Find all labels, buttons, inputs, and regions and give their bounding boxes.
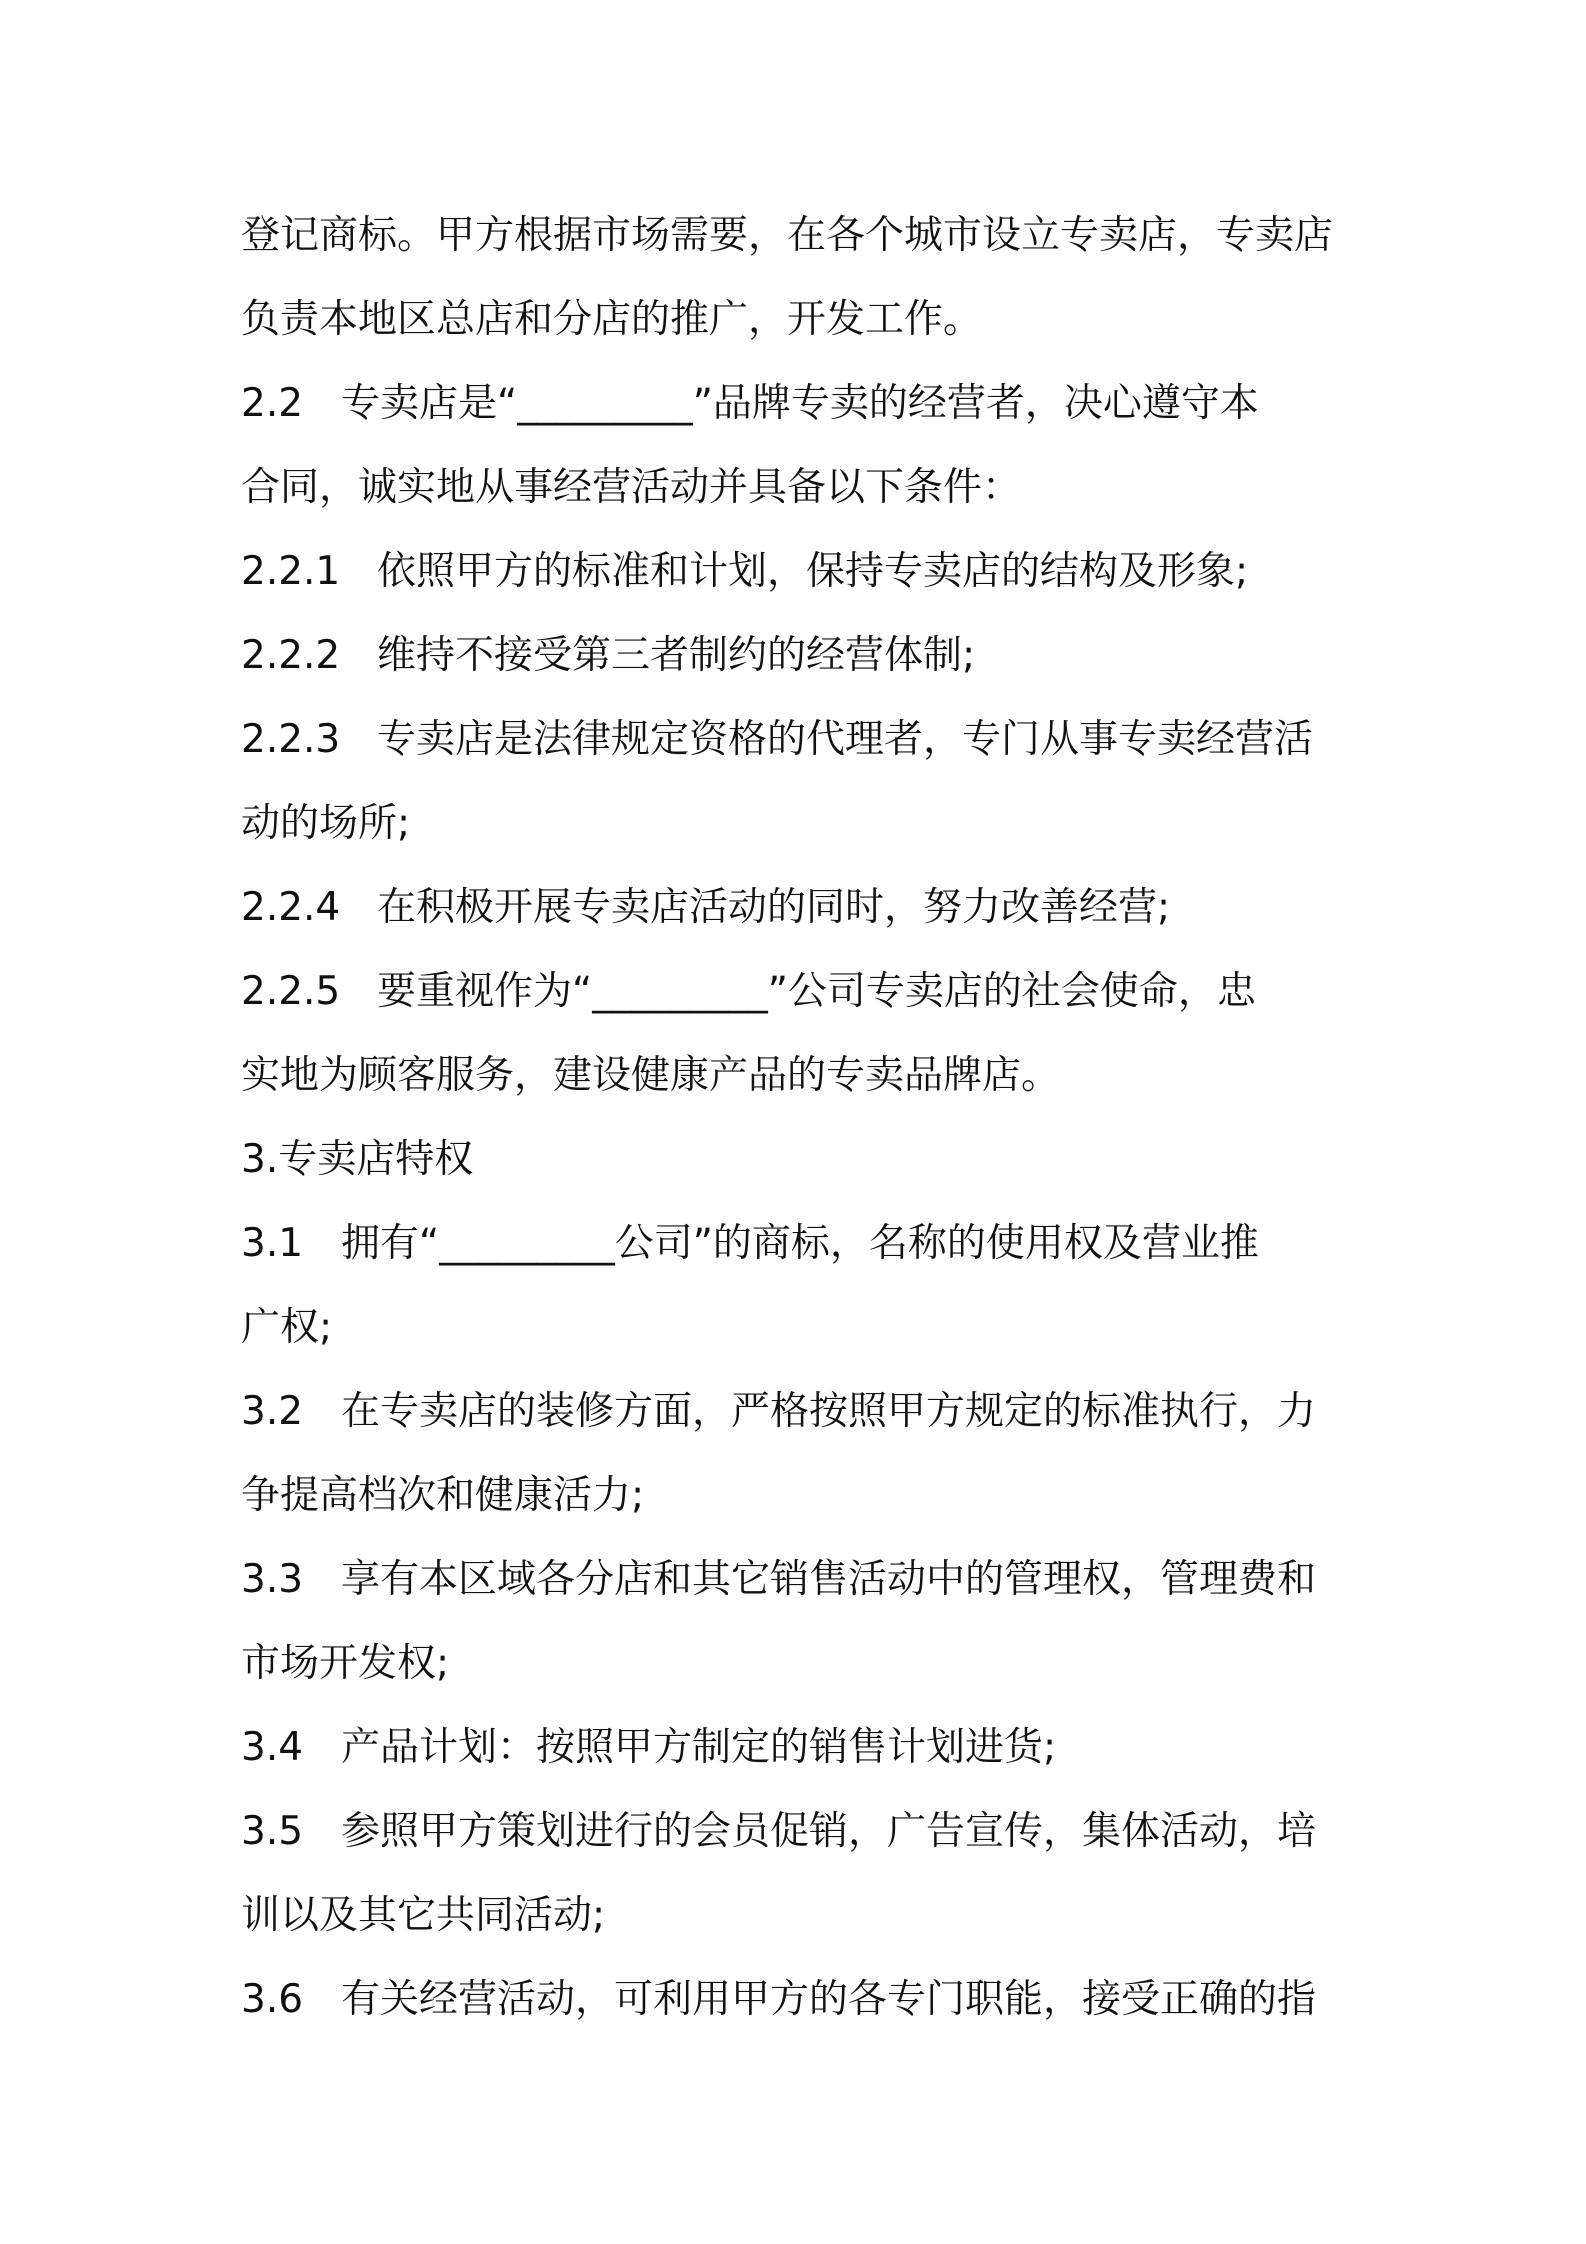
clause-number: 2.2.3 (241, 717, 341, 762)
clause-number: 3.6 (241, 1977, 304, 2022)
line-text: 维持不接受第三者制约的经营体制; (377, 633, 976, 678)
line-text: 有关经营活动，可利用甲方的各专门职能，接受正确的指 (341, 1977, 1317, 2022)
clause-number: 2.2.5 (241, 969, 341, 1014)
clause-line (241, 362, 1361, 446)
clause-number: 2.2.4 (241, 885, 341, 930)
clause-line (241, 1202, 1361, 1286)
clause-line (241, 1790, 1361, 1874)
clause-number: 3.3 (241, 1557, 304, 1602)
text-line (241, 1034, 1361, 1118)
line-text: 拥有“_________公司”的商标，名称的使用权及营业推 (341, 1221, 1259, 1266)
line-text: 争提高档次和健康活力; (241, 1473, 645, 1518)
clause-number: 3.4 (241, 1725, 304, 1770)
clause-line (241, 530, 1361, 614)
text-line (241, 446, 1361, 530)
line-text: 专卖店是法律规定资格的代理者，专门从事专卖经营活 (377, 717, 1314, 762)
clause-number: 3.1 (241, 1221, 304, 1266)
line-text: 训以及其它共同活动; (241, 1893, 606, 1938)
line-text: 动的场所; (241, 801, 411, 846)
document-body (241, 194, 1361, 2042)
line-text: 产品计划：按照甲方制定的销售计划进货; (341, 1725, 1057, 1770)
line-text: 实地为顾客服务，建设健康产品的专卖品牌店。 (241, 1053, 1061, 1098)
clause-line (241, 950, 1361, 1034)
clause-number: 2.2 (241, 381, 304, 426)
line-text: 要重视作为“_________”公司专卖店的社会使命，忠 (377, 969, 1256, 1014)
clause-number: 2.2.1 (241, 549, 341, 594)
line-text: 3.专卖店特权 (241, 1137, 474, 1182)
clause-line (241, 1706, 1361, 1790)
text-line (241, 1286, 1361, 1370)
line-text: 参照甲方策划进行的会员促销，广告宣传，集体活动，培 (341, 1809, 1317, 1854)
clause-line (241, 866, 1361, 950)
section-heading (241, 1118, 1361, 1202)
clause-line (241, 1958, 1361, 2042)
line-text: 在积极开展专卖店活动的同时，努力改善经营; (377, 885, 1171, 930)
line-text: 专卖店是“_________”品牌专卖的经营者，决心遵守本 (341, 381, 1259, 426)
text-line (241, 278, 1361, 362)
clause-number: 2.2.2 (241, 633, 341, 678)
line-text: 依照甲方的标准和计划，保持专卖店的结构及形象; (377, 549, 1249, 594)
line-text: 合同，诚实地从事经营活动并具备以下条件： (241, 465, 1022, 510)
text-line (241, 1874, 1361, 1958)
text-line (241, 1454, 1361, 1538)
clause-number: 3.5 (241, 1809, 304, 1854)
clause-line (241, 698, 1361, 782)
clause-line (241, 1370, 1361, 1454)
line-text: 市场开发权; (241, 1641, 450, 1686)
clause-line (241, 1538, 1361, 1622)
line-text: 在专卖店的装修方面，严格按照甲方规定的标准执行，力 (341, 1389, 1317, 1434)
line-text: 登记商标。甲方根据市场需要，在各个城市设立专卖店，专卖店 (241, 213, 1334, 258)
line-text: 广权; (241, 1305, 333, 1350)
clause-line (241, 614, 1361, 698)
text-line (241, 782, 1361, 866)
text-line (241, 1622, 1361, 1706)
text-line (241, 194, 1361, 278)
line-text: 负责本地区总店和分店的推广，开发工作。 (241, 297, 983, 342)
clause-number: 3.2 (241, 1389, 304, 1434)
line-text: 享有本区域各分店和其它销售活动中的管理权，管理费和 (341, 1557, 1317, 1602)
